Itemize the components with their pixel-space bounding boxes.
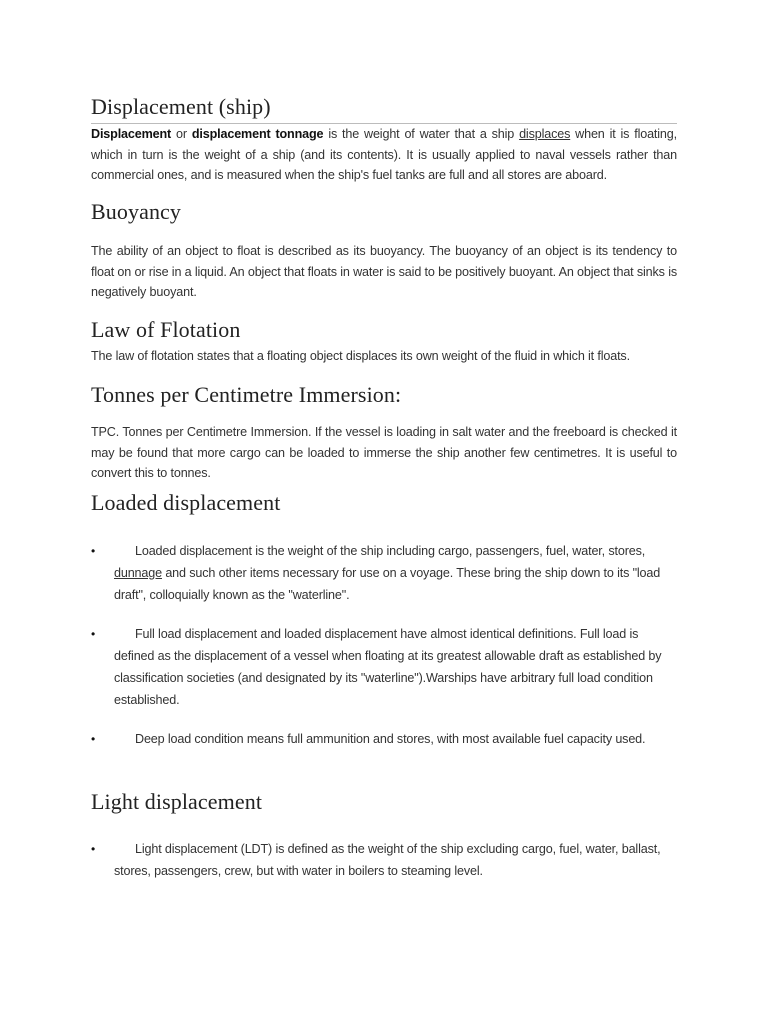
text-segment: when it is floating, which in turn is the weight of a ship (and its contents). It is usually applied to naval vessels rather than commercial ones, and is measured when the ship's fuel tanks are full and all stores are aboard. bbox=[91, 127, 677, 182]
bullet-icon: • bbox=[91, 544, 96, 558]
paragraph-buoyancy: The ability of an object to float is described as its buoyancy. The buoyancy of an object is its tendency to float on or rise in a liquid. An object that floats in water is said to be positively buoyant. An object that sinks is negatively buoyant. bbox=[91, 244, 677, 299]
list-item bbox=[91, 540, 677, 606]
text-segment: is the weight of water that a ship bbox=[323, 127, 520, 141]
term-displacement: Displacement bbox=[91, 127, 172, 141]
heading-law-of-flotation: Law of Flotation bbox=[91, 317, 241, 342]
list-item-text: Full load displacement and loaded displacement have almost identical definitions. Full load is defined as the displacement of a vessel when floating at its greatest allowable draft as established by classification societies (and designated by its "waterline").Warships have arbitrary full load condition established. bbox=[114, 627, 662, 707]
bullet-icon: • bbox=[91, 627, 96, 641]
heading-light-displacement: Light displacement bbox=[91, 789, 263, 814]
text-segment: Loaded displacement is the weight of the ship including cargo, passengers, fuel, water, stores, bbox=[135, 544, 646, 558]
list-item bbox=[91, 623, 677, 711]
text-or: or bbox=[171, 127, 192, 141]
bullet-icon: • bbox=[91, 842, 96, 856]
heading-loaded-displacement: Loaded displacement bbox=[91, 490, 281, 515]
heading-displacement: Displacement (ship) bbox=[91, 93, 677, 124]
link-displaces[interactable]: displaces bbox=[519, 127, 571, 141]
paragraph-law-of-flotation: The law of flotation states that a floating object displaces its own weight of the fluid in which it floats. bbox=[91, 349, 630, 363]
list-item-text: Deep load condition means full ammunition and stores, with most available fuel capacity used. bbox=[135, 732, 646, 746]
list-item bbox=[91, 838, 677, 882]
heading-tpc: Tonnes per Centimetre Immersion: bbox=[91, 382, 402, 407]
list-light-displacement bbox=[91, 838, 677, 882]
list-item bbox=[91, 728, 677, 750]
term-displacement-tonnage: displacement tonnage bbox=[191, 127, 324, 141]
heading-buoyancy: Buoyancy bbox=[91, 199, 182, 224]
paragraph-displacement bbox=[91, 124, 677, 186]
list-loaded-displacement bbox=[91, 540, 677, 767]
bullet-icon: • bbox=[91, 732, 96, 746]
list-item-text: Light displacement (LDT) is defined as the weight of the ship excluding cargo, fuel, water, ballast, stores, passengers, crew, but with water in boilers to steaming level. bbox=[114, 842, 661, 878]
paragraph-tpc: TPC. Tonnes per Centimetre Immersion. If the vessel is loading in salt water and the freeboard is checked it may be found that more cargo can be loaded to immerse the ship another few centimetres. It is useful to convert this to tonnes. bbox=[91, 425, 677, 480]
text-segment: and such other items necessary for use on a voyage. These bring the ship down to its "load draft", colloquially known as the "waterline". bbox=[114, 566, 661, 602]
link-dunnage[interactable]: dunnage bbox=[114, 566, 162, 580]
